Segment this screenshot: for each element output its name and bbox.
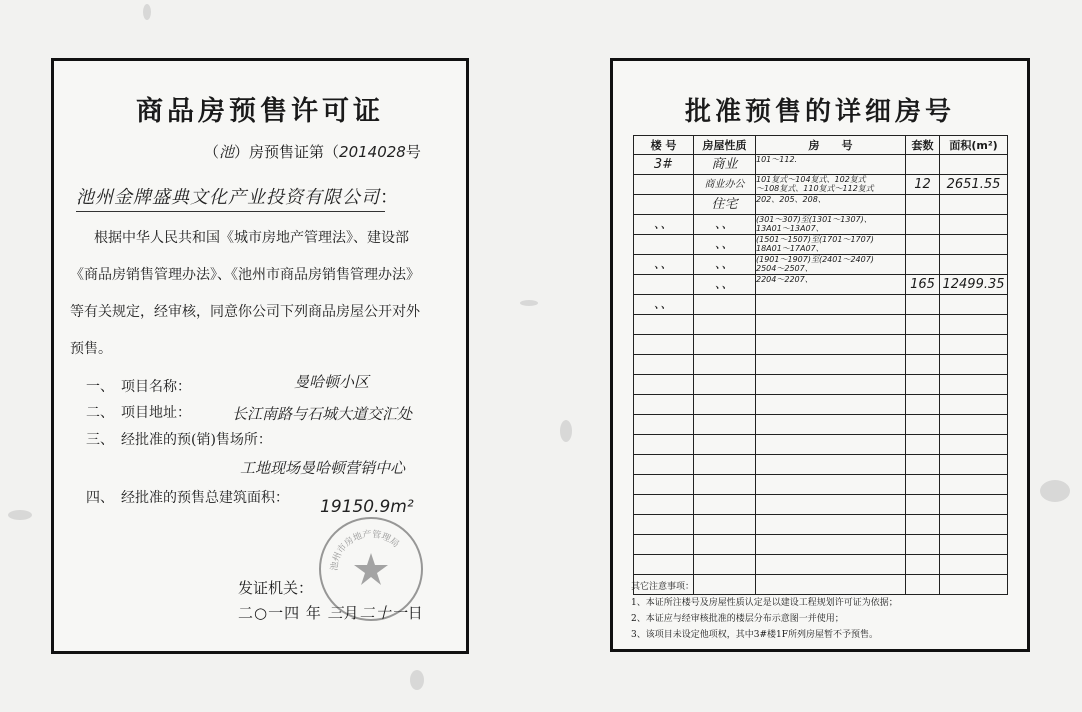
- presale-area-label: 四、 经批准的预售总建筑面积：: [86, 490, 289, 506]
- unit-count-cell: [906, 335, 940, 355]
- building-cell: [634, 515, 694, 535]
- unit-count-cell: [906, 495, 940, 515]
- issue-month: 三: [327, 604, 344, 622]
- area-cell: [940, 375, 1008, 395]
- room-number-cell: 2204～2207、: [756, 275, 906, 295]
- table-row: [634, 255, 1008, 275]
- property-type-cell: [694, 355, 756, 375]
- area-cell: [940, 435, 1008, 455]
- property-type-cell: [694, 475, 756, 495]
- room-number-cell: [756, 555, 906, 575]
- building-cell: [634, 495, 694, 515]
- permit-prefix: （: [204, 143, 220, 161]
- room-number-cell: 101复式～104复式、102复式 ～108复式、110复式～112复式: [756, 175, 906, 195]
- property-type-cell: [694, 395, 756, 415]
- permit-city: 池: [219, 143, 235, 161]
- scan-speck: [143, 4, 151, 20]
- project-name-value: 曼哈顿小区: [294, 373, 370, 391]
- table-row: [634, 515, 1008, 535]
- scan-speck: [410, 670, 424, 690]
- room-number-cell: [756, 375, 906, 395]
- scan-speck: [8, 510, 32, 520]
- company-line: [76, 183, 399, 209]
- table-row: [634, 435, 1008, 455]
- header-room-number: 房 号: [756, 136, 906, 155]
- unit-count-cell: [906, 555, 940, 575]
- header-unit-count: 套数: [906, 136, 940, 155]
- property-type-cell: 、、: [694, 215, 756, 235]
- unit-count-cell: [906, 375, 940, 395]
- room-number-cell: (301～307)至(1301～1307)、 13A01～13A07、: [756, 215, 906, 235]
- area-cell: [940, 155, 1008, 175]
- table-row: [634, 235, 1008, 255]
- unit-count-cell: [906, 535, 940, 555]
- room-number-cell: [756, 535, 906, 555]
- building-cell: [634, 175, 694, 195]
- detail-title: 批准预售的详细房号: [684, 97, 955, 127]
- issue-month-label: 月: [343, 604, 360, 622]
- property-type-cell: 住宅: [694, 195, 756, 215]
- area-cell: [940, 395, 1008, 415]
- table-row: [634, 315, 1008, 335]
- table-row: [634, 295, 1008, 315]
- area-cell: [940, 495, 1008, 515]
- table-row: [634, 395, 1008, 415]
- building-cell: [634, 455, 694, 475]
- area-cell: [940, 235, 1008, 255]
- body-line: 《商品房销售管理办法》、《池州市商品房销售管理办法》: [70, 267, 420, 283]
- table-row: [634, 455, 1008, 475]
- property-type-cell: [694, 375, 756, 395]
- area-cell: [940, 535, 1008, 555]
- building-cell: [634, 195, 694, 215]
- building-cell: [634, 475, 694, 495]
- issuer-label: 发证机关：: [238, 579, 314, 597]
- unit-count-cell: [906, 215, 940, 235]
- table-row: [634, 335, 1008, 355]
- room-number-cell: (1501～1507)至(1701～1707) 18A01～17A07、: [756, 235, 906, 255]
- header-building: 楼 号: [634, 136, 694, 155]
- table-row: [634, 175, 1008, 195]
- project-address-label: 二、 项目地址：: [86, 405, 191, 421]
- company-name: 池州金牌盛典文化产业投资有限公司: [76, 187, 380, 208]
- building-cell: [634, 395, 694, 415]
- property-type-cell: [694, 515, 756, 535]
- scan-speck: [1040, 480, 1070, 502]
- table-header-row: [634, 136, 1008, 155]
- unit-count-cell: [906, 435, 940, 455]
- permit-number: 2014028: [339, 143, 406, 161]
- property-type-cell: 、、: [694, 275, 756, 295]
- unit-count-cell: [906, 235, 940, 255]
- sales-location-label: 三、 经批准的预(销)售场所：: [86, 432, 272, 448]
- note-item: 1、本证所注楼号及房屋性质认定是以建设工程规划许可证为依据；: [631, 598, 898, 608]
- table-row: [634, 215, 1008, 235]
- table-row: [634, 375, 1008, 395]
- property-type-cell: [694, 455, 756, 475]
- area-cell: [940, 295, 1008, 315]
- room-number-cell: [756, 335, 906, 355]
- property-type-cell: [694, 535, 756, 555]
- building-cell: 3#: [634, 155, 694, 175]
- unit-count-cell: [906, 255, 940, 275]
- note-item: 3、该项目未设定他项权，其中3#楼1F所列房屋暂不予预售。: [631, 630, 878, 640]
- unit-count-cell: 165: [906, 275, 940, 295]
- area-cell: 2651.55: [940, 175, 1008, 195]
- body-line: 等有关规定，经审核，同意你公司下列商品房屋公开对外: [70, 304, 420, 320]
- notes: [631, 579, 898, 643]
- area-cell: [940, 195, 1008, 215]
- unit-count-cell: [906, 195, 940, 215]
- property-type-cell: 、、: [694, 235, 756, 255]
- property-type-cell: [694, 555, 756, 575]
- unit-count-cell: [906, 295, 940, 315]
- property-type-cell: [694, 315, 756, 335]
- room-number-cell: [756, 495, 906, 515]
- room-number-cell: [756, 315, 906, 335]
- building-cell: [634, 535, 694, 555]
- area-cell: [940, 555, 1008, 575]
- property-type-cell: [694, 435, 756, 455]
- unit-count-cell: [906, 575, 940, 595]
- unit-count-cell: [906, 315, 940, 335]
- area-cell: [940, 215, 1008, 235]
- area-cell: [940, 335, 1008, 355]
- property-type-cell: [694, 415, 756, 435]
- table-row: [634, 195, 1008, 215]
- table-row: [634, 415, 1008, 435]
- header-property-type: 房屋性质: [694, 136, 756, 155]
- room-number-cell: (1901～1907)至(2401～2407) 2504～2507、: [756, 255, 906, 275]
- area-cell: [940, 315, 1008, 335]
- table-row: [634, 275, 1008, 295]
- note-item: 2、本证应与经审核批准的楼层分布示意图一并使用；: [631, 614, 844, 624]
- room-number-cell: [756, 435, 906, 455]
- area-cell: 12499.35: [940, 275, 1008, 295]
- table-row: [634, 495, 1008, 515]
- unit-count-cell: [906, 395, 940, 415]
- unit-count-cell: 12: [906, 175, 940, 195]
- notes-title: 其它注意事项：: [631, 582, 695, 592]
- permit-suffix: 号: [405, 143, 421, 161]
- presale-area-value: 19150.9m²: [320, 497, 414, 517]
- area-cell: [940, 475, 1008, 495]
- property-type-cell: 、、: [694, 255, 756, 275]
- issue-date: [238, 602, 424, 623]
- header-area: 面积(m²): [940, 136, 1008, 155]
- building-cell: [634, 375, 694, 395]
- property-type-cell: [694, 335, 756, 355]
- unit-count-cell: [906, 515, 940, 535]
- issue-day-label: 日: [407, 604, 424, 622]
- table-row: [634, 155, 1008, 175]
- table-row: [634, 535, 1008, 555]
- table-row: [634, 475, 1008, 495]
- unit-count-cell: [906, 475, 940, 495]
- presale-permit-panel: [51, 58, 469, 654]
- unit-count-cell: [906, 415, 940, 435]
- building-cell: [634, 235, 694, 255]
- building-cell: 、、: [634, 255, 694, 275]
- room-detail-panel: [610, 58, 1030, 652]
- area-cell: [940, 575, 1008, 595]
- area-cell: [940, 355, 1008, 375]
- project-name-label: 一、 项目名称：: [86, 379, 191, 395]
- permit-middle: ）房预售证第（: [234, 143, 340, 161]
- issue-day: 二十一: [359, 604, 408, 622]
- permit-title: 商品房预售许可证: [136, 96, 384, 127]
- room-number-cell: [756, 295, 906, 315]
- unit-count-cell: [906, 455, 940, 475]
- area-cell: [940, 415, 1008, 435]
- building-cell: [634, 355, 694, 375]
- company-suffix: ：: [380, 187, 399, 208]
- building-cell: 、、: [634, 295, 694, 315]
- room-number-cell: [756, 475, 906, 495]
- seal-text: 池州市房地产管理局: [329, 529, 401, 572]
- permit-number-line: [204, 141, 421, 162]
- area-cell: [940, 515, 1008, 535]
- room-number-cell: 101～112.: [756, 155, 906, 175]
- scan-speck: [560, 420, 572, 442]
- area-cell: [940, 255, 1008, 275]
- unit-count-cell: [906, 355, 940, 375]
- scan-speck: [520, 300, 538, 306]
- property-type-cell: [694, 295, 756, 315]
- building-cell: [634, 415, 694, 435]
- issue-year: 二○一四 年: [238, 604, 322, 622]
- unit-count-cell: [906, 155, 940, 175]
- sales-location-value: 工地现场曼哈顿营销中心: [240, 459, 406, 477]
- building-cell: [634, 275, 694, 295]
- table-row: [634, 355, 1008, 375]
- area-cell: [940, 455, 1008, 475]
- body-line: 预售。: [70, 341, 112, 357]
- project-address-value: 长江南路与石城大道交汇处: [232, 405, 413, 423]
- building-cell: [634, 315, 694, 335]
- property-type-cell: [694, 495, 756, 515]
- property-type-cell: 商业办公: [694, 175, 756, 195]
- building-cell: [634, 555, 694, 575]
- room-number-cell: 202、205、208、: [756, 195, 906, 215]
- building-cell: [634, 435, 694, 455]
- table-row: [634, 555, 1008, 575]
- room-number-cell: [756, 515, 906, 535]
- room-number-cell: [756, 355, 906, 375]
- room-number-cell: [756, 395, 906, 415]
- room-number-cell: [756, 455, 906, 475]
- room-number-table: [633, 135, 1008, 595]
- building-cell: [634, 335, 694, 355]
- property-type-cell: 商业: [694, 155, 756, 175]
- room-number-cell: [756, 415, 906, 435]
- body-line: 根据中华人民共和国《城市房地产管理法》、建设部: [94, 230, 409, 246]
- building-cell: 、、: [634, 215, 694, 235]
